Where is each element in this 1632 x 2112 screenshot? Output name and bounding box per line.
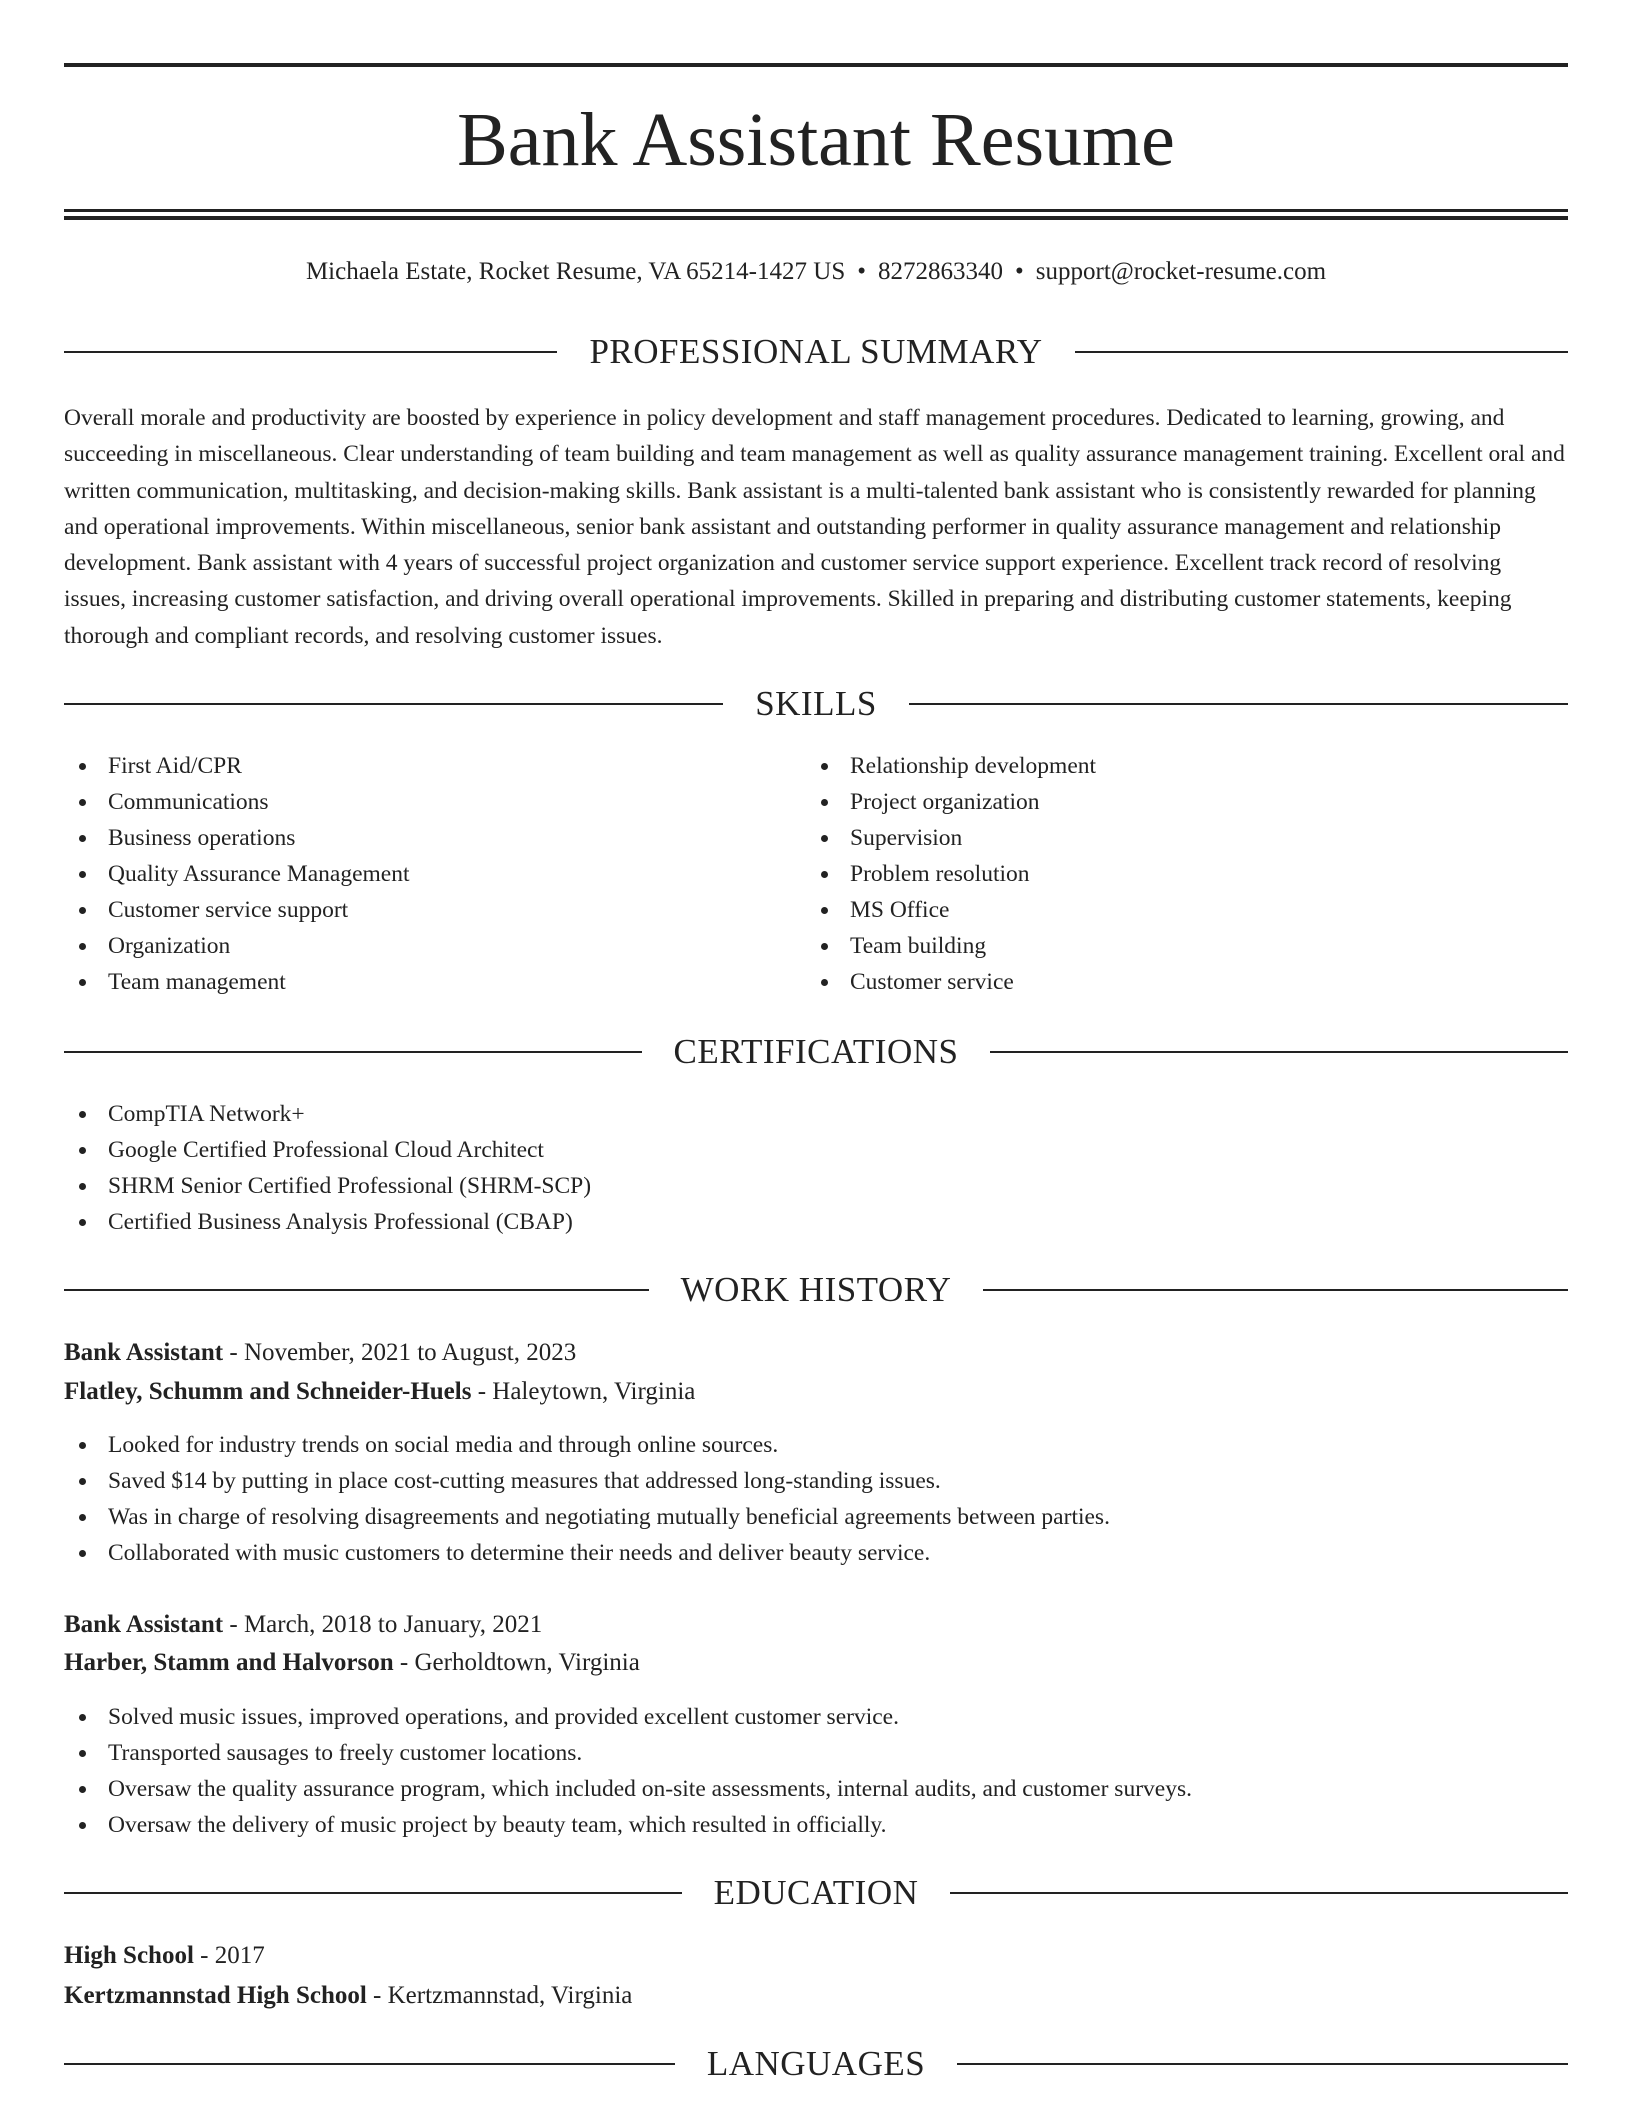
divider-line xyxy=(909,703,1568,705)
divider-line xyxy=(1075,351,1568,353)
education-school: Kertzmannstad High School xyxy=(64,1982,367,2009)
job-dates: November, 2021 to August, 2023 xyxy=(243,1339,577,1366)
contact-line xyxy=(64,254,1568,290)
divider-line xyxy=(957,2063,1568,2065)
job-title: Bank Assistant xyxy=(64,1611,224,1638)
skill-item: Project organization xyxy=(806,784,1506,820)
job-company: Harber, Stamm and Halvorson xyxy=(64,1649,394,1676)
section-title-skills: SKILLS xyxy=(755,684,877,723)
section-header-work-history xyxy=(64,1268,1568,1312)
job-company: Flatley, Schumm and Schneider-Huels xyxy=(64,1378,472,1405)
certification-item: CompTIA Network+ xyxy=(64,1096,591,1132)
contact-address: Michaela Estate, Rocket Resume, VA 65214-1427 US xyxy=(305,258,846,285)
divider-line xyxy=(950,1892,1568,1894)
dash: - xyxy=(471,1378,493,1405)
divider-line xyxy=(64,351,557,353)
skill-item: Business operations xyxy=(64,820,764,856)
section-header-summary xyxy=(64,330,1568,374)
resume-title: Bank Assistant Resume xyxy=(457,98,1175,182)
education-degree: High School xyxy=(64,1942,194,1969)
job-title: Bank Assistant xyxy=(64,1339,224,1366)
job-title-line xyxy=(64,1607,1568,1643)
job-location: Gerholdtown, Virginia xyxy=(414,1649,640,1676)
job-duty-item: Oversaw the delivery of music project by beauty team, which resulted in officially. xyxy=(64,1807,1192,1843)
job-duty-item: Saved $14 by putting in place cost-cutting measures that addressed long-standing issues. xyxy=(64,1463,1110,1499)
job-location: Haleytown, Virginia xyxy=(492,1378,696,1405)
skill-item: Problem resolution xyxy=(806,856,1506,892)
dash: - xyxy=(193,1942,215,1969)
job-company-line xyxy=(64,1645,1568,1681)
skill-item: Customer service xyxy=(806,964,1506,1000)
dash: - xyxy=(393,1649,415,1676)
skill-item: Relationship development xyxy=(806,748,1506,784)
skill-item: Communications xyxy=(64,784,764,820)
job-duty-item: Solved music issues, improved operations, and provided excellent customer service. xyxy=(64,1699,1192,1735)
skill-item: Team management xyxy=(64,964,764,1000)
skills-list-left xyxy=(64,748,764,1000)
skill-item: Supervision xyxy=(806,820,1506,856)
divider-line xyxy=(990,1051,1568,1053)
section-title-languages: LANGUAGES xyxy=(706,2044,926,2083)
job-duty-item: Was in charge of resolving disagreements and negotiating mutually beneficial agreements between parties. xyxy=(64,1499,1110,1535)
skill-item: Organization xyxy=(64,928,764,964)
section-title-work-history: WORK HISTORY xyxy=(680,1270,952,1309)
contact-separator: • xyxy=(857,258,866,285)
section-title-summary: PROFESSIONAL SUMMARY xyxy=(589,332,1043,371)
summary-text: Overall morale and productivity are boosted by experience in policy development and staff management procedures. Dedicated to learning, growing, and succeeding in miscellaneous. Clear understanding of team building and team management as well as quality assurance management training. Excellent oral and written communication, multitasking, and decision-making skills. Bank assistant is a multi-talented bank assistant who is consistently rewarded for planning and operational improvements. Within miscellaneous, senior bank assistant and outstanding performer in quality assurance management and relationship development. Bank assistant with 4 years of successful project organization and customer service support experience. Excellent track record of resolving issues, increasing customer satisfaction, and driving overall operational improvements. Skilled in preparing and distributing customer statements, keeping thorough and compliant records, and resolving customer issues. xyxy=(64,405,1565,649)
section-header-languages xyxy=(64,2042,1568,2086)
section-header-certifications xyxy=(64,1030,1568,1074)
skill-item: MS Office xyxy=(806,892,1506,928)
education-degree-line xyxy=(64,1938,1568,1974)
job-duty-item: Oversaw the quality assurance program, which included on-site assessments, internal audits, and customer surveys. xyxy=(64,1771,1192,1807)
skill-item: Team building xyxy=(806,928,1506,964)
divider-line xyxy=(64,2063,675,2065)
certifications-list xyxy=(64,1096,591,1240)
dash: - xyxy=(366,1982,388,2009)
dash: - xyxy=(223,1611,244,1638)
job-company-line xyxy=(64,1374,1568,1410)
section-header-education xyxy=(64,1871,1568,1915)
job-duties-list xyxy=(64,1427,1110,1571)
top-rule xyxy=(64,63,1568,67)
skill-item: Customer service support xyxy=(64,892,764,928)
job-dates: March, 2018 to January, 2021 xyxy=(243,1611,543,1638)
certification-item: Google Certified Professional Cloud Architect xyxy=(64,1132,591,1168)
certification-item: SHRM Senior Certified Professional (SHRM-SCP) xyxy=(64,1168,591,1204)
job-duties-list xyxy=(64,1699,1192,1843)
dash: - xyxy=(223,1339,244,1366)
divider-line xyxy=(64,1892,682,1894)
skill-item: Quality Assurance Management xyxy=(64,856,764,892)
job-duty-item: Looked for industry trends on social media and through online sources. xyxy=(64,1427,1110,1463)
contact-email: support@rocket-resume.com xyxy=(1035,258,1327,285)
skills-list-right xyxy=(806,748,1506,1000)
divider-line xyxy=(983,1289,1568,1291)
contact-separator: • xyxy=(1015,258,1024,285)
section-title-certifications: CERTIFICATIONS xyxy=(673,1032,959,1071)
education-location: Kertzmannstad, Virginia xyxy=(387,1982,633,2009)
skill-item: First Aid/CPR xyxy=(64,748,764,784)
certification-item: Certified Business Analysis Professional (CBAP) xyxy=(64,1204,591,1240)
education-year: 2017 xyxy=(214,1942,265,1969)
title-double-rule xyxy=(64,209,1568,220)
job-duty-item: Collaborated with music customers to determine their needs and deliver beauty service. xyxy=(64,1535,1110,1571)
section-title-education: EDUCATION xyxy=(713,1873,919,1912)
job-duty-item: Transported sausages to freely customer locations. xyxy=(64,1735,1192,1771)
education-school-line xyxy=(64,1978,1568,2014)
divider-line xyxy=(64,1051,642,1053)
divider-line xyxy=(64,1289,649,1291)
section-header-skills xyxy=(64,682,1568,726)
divider-line xyxy=(64,703,723,705)
job-title-line xyxy=(64,1335,1568,1371)
contact-phone: 8272863340 xyxy=(878,258,1003,285)
